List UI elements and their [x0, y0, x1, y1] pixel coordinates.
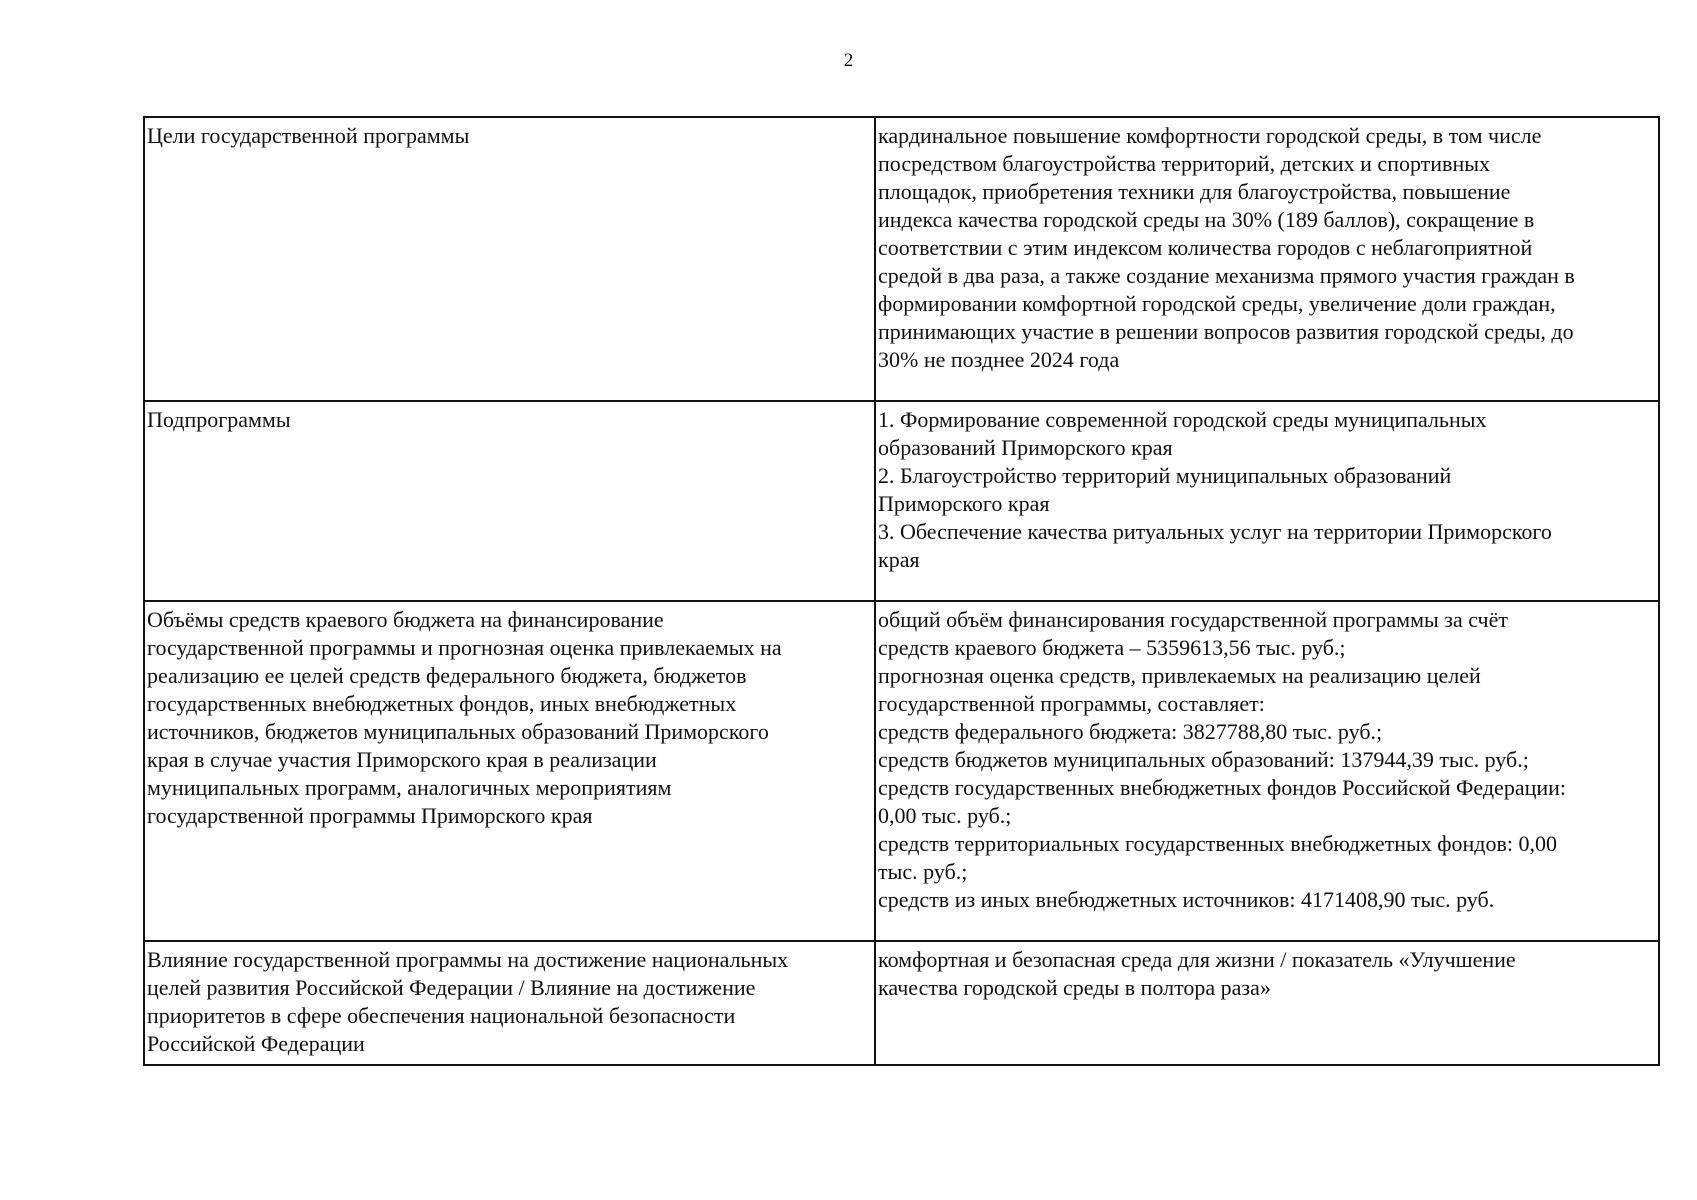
row-value-line: средств из иных внебюджетных источников: 4171408,90 тыс. руб. — [878, 887, 1495, 912]
row-label-line: края в случае участия Приморского края в реализации — [147, 747, 657, 772]
row-label-line: Подпрограммы — [147, 407, 291, 432]
row-value-line: прогнозная оценка средств, привлекаемых на реализацию целей — [878, 663, 1481, 688]
table-row-funding — [144, 601, 1659, 941]
row-value-line: индекса качества городской среды на 30% (189 баллов), сокращение в — [878, 207, 1535, 232]
row-label-line: источников, бюджетов муниципальных образований Приморского — [147, 719, 769, 744]
table-row-goals — [144, 117, 1659, 401]
row-value-cell — [875, 117, 1659, 401]
row-value-line: средой в два раза, а также создание механизма прямого участия граждан в — [878, 263, 1575, 288]
row-value-line: формировании комфортной городской среды, увеличение доли граждан, — [878, 291, 1556, 316]
row-value-line: посредством благоустройства территорий, детских и спортивных — [878, 151, 1491, 176]
row-value-cell — [875, 941, 1659, 1065]
row-value-line: кардинальное повышение комфортности городской среды, в том числе — [878, 123, 1542, 148]
row-value-line: 0,00 тыс. руб.; — [878, 803, 1012, 828]
row-value-cell — [875, 401, 1659, 601]
row-label-line: целей развития Российской Федерации / Влияние на достижение — [147, 975, 756, 1000]
row-value-line: 3. Обеспечение качества ритуальных услуг на территории Приморского — [878, 519, 1552, 544]
row-value-line: средств краевого бюджета – 5359613,56 тыс. руб.; — [878, 635, 1346, 660]
row-value-line: площадок, приобретения техники для благоустройства, повышение — [878, 179, 1511, 204]
row-value-line: качества городской среды в полтора раза» — [878, 975, 1271, 1000]
page-number: 2 — [843, 50, 854, 71]
row-label-line: государственной программы и прогнозная оценка привлекаемых на — [147, 635, 782, 660]
row-label-line: государственных внебюджетных фондов, иных внебюджетных — [147, 691, 737, 716]
row-value-cell — [875, 601, 1659, 941]
row-value-line: государственной программы, составляет: — [878, 691, 1265, 716]
row-label-cell — [144, 117, 875, 401]
row-label-line: Влияние государственной программы на достижение национальных — [147, 947, 789, 972]
row-label-line: реализацию ее целей средств федерального бюджета, бюджетов — [147, 663, 747, 688]
row-value-line: 30% не позднее 2024 года — [878, 347, 1120, 372]
table-row-national-goals — [144, 941, 1659, 1065]
row-value-line: средств федерального бюджета: 3827788,80 тыс. руб.; — [878, 719, 1383, 744]
row-value-line: средств государственных внебюджетных фондов Российской Федерации: — [878, 775, 1567, 800]
row-value-line: Приморского края — [878, 491, 1050, 516]
row-label-line: Цели государственной программы — [147, 123, 470, 148]
row-value-line: образований Приморского края — [878, 435, 1173, 460]
row-value-line: 1. Формирование современной городской среды муниципальных — [878, 407, 1487, 432]
row-label-cell — [144, 941, 875, 1065]
row-value-line: общий объём финансирования государственной программы за счёт — [878, 607, 1508, 632]
row-label-line: Российской Федерации — [147, 1031, 365, 1056]
row-label-line: приоритетов в сфере обеспечения национальной безопасности — [147, 1003, 736, 1028]
row-value-line: 2. Благоустройство территорий муниципальных образований — [878, 463, 1452, 488]
row-value-line: средств бюджетов муниципальных образований: 137944,39 тыс. руб.; — [878, 747, 1529, 772]
row-value-line: комфортная и безопасная среда для жизни / показатель «Улучшение — [878, 947, 1516, 972]
row-label-line: Объёмы средств краевого бюджета на финансирование — [147, 607, 664, 632]
row-label-cell — [144, 601, 875, 941]
row-value-line: средств территориальных государственных внебюджетных фондов: 0,00 — [878, 831, 1557, 856]
row-value-line: края — [878, 547, 920, 572]
row-value-line: соответствии с этим индексом количества городов с неблагоприятной — [878, 235, 1533, 260]
row-value-line: принимающих участие в решении вопросов развития городской среды, до — [878, 319, 1574, 344]
table-row-subprograms — [144, 401, 1659, 601]
row-label-line: муниципальных программ, аналогичных мероприятиям — [147, 775, 672, 800]
program-passport-table — [143, 116, 1660, 1066]
row-label-cell — [144, 401, 875, 601]
row-label-line: государственной программы Приморского края — [147, 803, 593, 828]
row-value-line: тыс. руб.; — [878, 859, 968, 884]
